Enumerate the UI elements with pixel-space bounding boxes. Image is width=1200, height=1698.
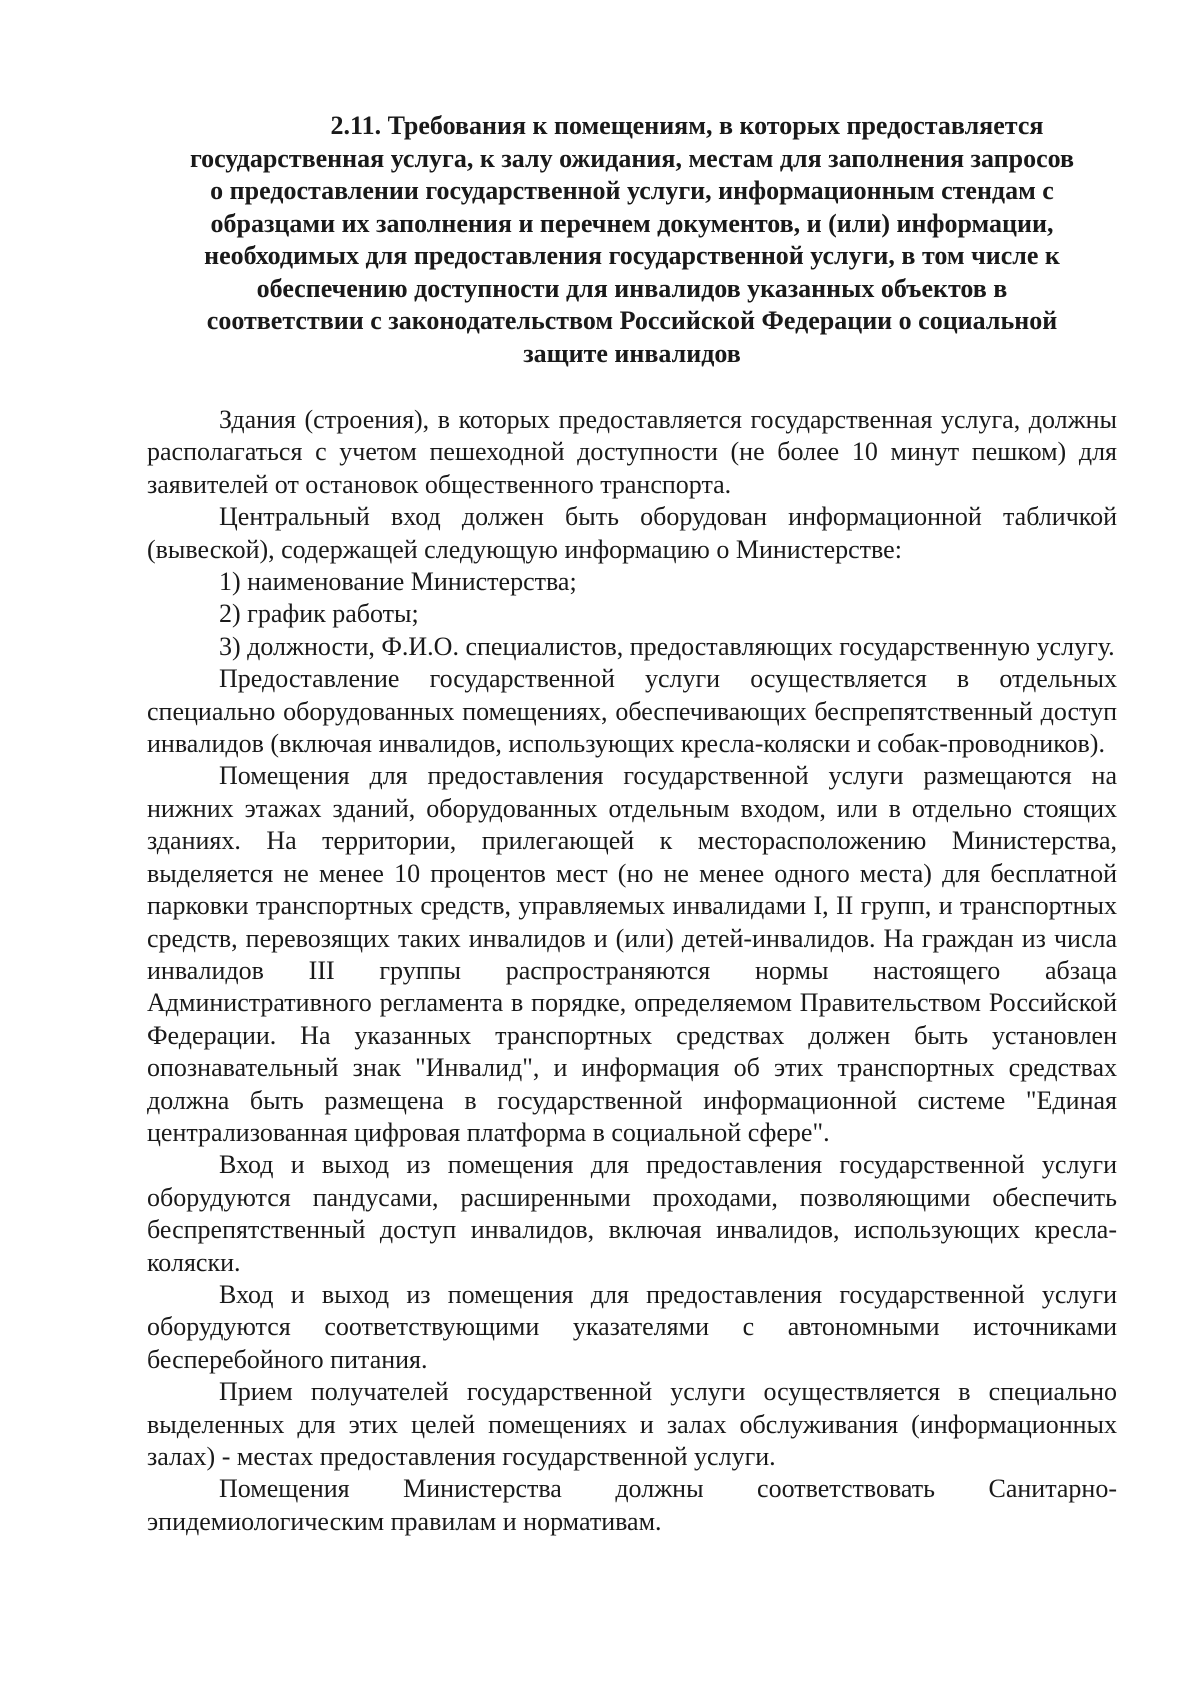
paragraph-reception: Прием получателей государственной услуги осуществляется в специально выделенных для этих целей помещениях и залах обслуживания (информационных залах) - местах предоставления государственной услуги. xyxy=(147,1377,1117,1471)
list-item-ministry-name: 1) наименование Министерства; xyxy=(219,567,577,597)
paragraph-parking: Помещения для предоставления государственной услуги размещаются на нижних этажах зданий, оборудованных отдельным входом, или в отдельно стоящих зданиях. На территории, прилегающей к месторасположению Министерства, выделяется не менее 10 процентов мест (но не менее одного места) для бесплатной парковки транспортных средств, управляемых инвалидами I, II групп, и транспортных средств, перевозящих таких инвалидов и (или) детей-инвалидов. На граждан из числа инвалидов III группы распространяются нормы настоящего абзаца Административного регламента в порядке, определяемом Правительством Российской Федерации. На указанных транспортных средствах должен быть установлен опознавательный знак "Инвалид", и информация об этих транспортных средствах должна быть размещена в государственной информационной системе "Единая централизованная цифровая платформа в социальной сфере". xyxy=(147,761,1117,1147)
paragraph-ramps: Вход и выход из помещения для предоставления государственной услуги оборудуются пандусами, расширенными проходами, позволяющими обеспечить беспрепятственный доступ инвалидов, включая инвалидов, использующих кресла-коляски. xyxy=(147,1150,1117,1277)
section-heading-line: образцами их заполнения и перечнем документов, и (или) информации, xyxy=(210,208,1054,238)
paragraph-signage: Вход и выход из помещения для предоставления государственной услуги оборудуются соответствующими указателями с автономными источниками бесперебойного питания. xyxy=(147,1279,1117,1374)
section-heading-line: обеспечению доступности для инвалидов указанных объектов в xyxy=(256,273,1008,303)
paragraph-entrance-sign: Центральный вход должен быть оборудован информационной табличкой (вывеской), содержащей следующую информацию о Министерстве: xyxy=(147,502,1117,564)
list-item-work-schedule: 2) график работы; xyxy=(219,599,419,629)
section-heading-line: защите инвалидов xyxy=(523,338,741,368)
section-heading-line: 2.11. Требования к помещениям, в которых предоставляется xyxy=(330,111,1044,140)
document-page xyxy=(147,110,1117,1538)
section-heading-line: государственная услуга, к залу ожидания, местам для заполнения запросов xyxy=(189,143,1075,173)
paragraph-sanitary-rules: Помещения Министерства должны соответствовать Санитарно-эпидемиологическим правилам и нормативам. xyxy=(147,1474,1117,1536)
section-heading-line: о предоставлении государственной услуги, информационным стендам с xyxy=(210,176,1054,205)
list-item-specialists: 3) должности, Ф.И.О. специалистов, предоставляющих государственную услугу. xyxy=(219,631,1115,661)
section-body xyxy=(147,404,1117,1538)
paragraph-accessible-rooms: Предоставление государственной услуги осуществляется в отдельных специально оборудованных помещениях, обеспечивающих беспрепятственный доступ инвалидов (включая инвалидов, использующих кресла-коляски и собак-проводников). xyxy=(147,664,1117,759)
section-heading-line: необходимых для предоставления государственной услуги, в том числе к xyxy=(204,241,1060,270)
section-heading xyxy=(147,110,1117,370)
section-heading-line: соответствии с законодательством Российской Федерации о социальной xyxy=(206,306,1058,335)
paragraph-building-location: Здания (строения), в которых предоставляется государственная услуга, должны располагаться с учетом пешеходной доступности (не более 10 минут пешком) для заявителей от остановок общественного транспорта. xyxy=(147,405,1117,499)
